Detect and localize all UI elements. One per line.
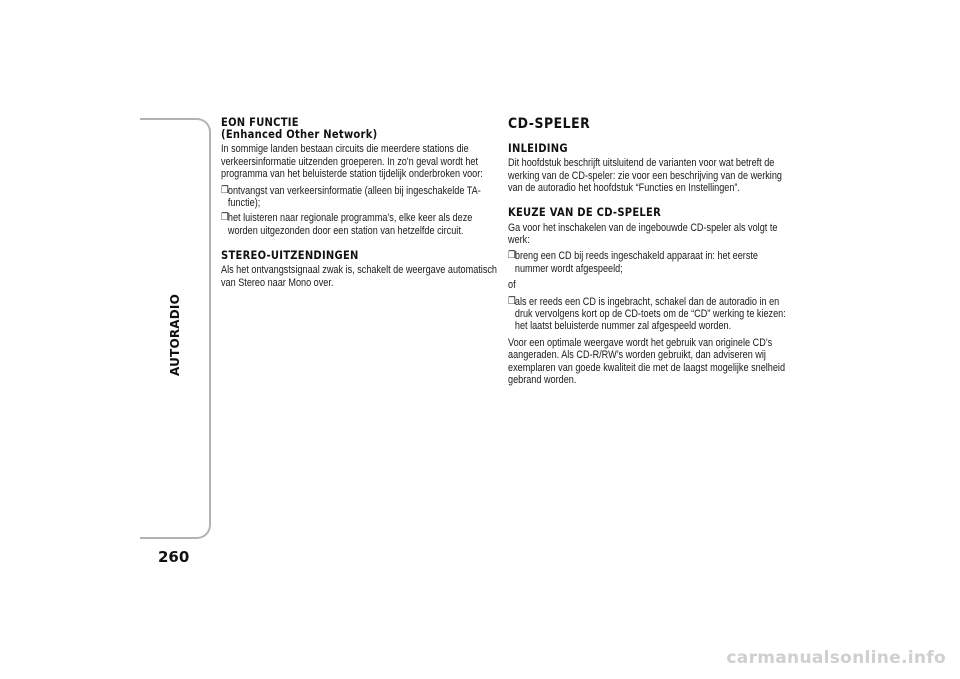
eon-heading-line1: EON FUNCTIE	[221, 115, 299, 129]
keuze-intro: Ga voor het inschakelen van de ingebouwde CD-speler als volgt te werk:	[508, 221, 778, 247]
eon-heading-line2: (Enhanced Other Network)	[221, 127, 378, 142]
list-item-text: ontvangst van verkeersinformatie (alleen bij ingeschakelde TA-functie);	[227, 184, 481, 210]
eon-intro: In sommige landen bestaan circuits die meerdere stations die verkeersinformatie uitzenden groeperen. In zo'n geval wordt het programma van het beluisterde station tijdelijk onderbroken voor:	[221, 143, 483, 181]
keuze-heading: KEUZE VAN DE CD-SPELER	[508, 205, 662, 220]
checkbox-bullet-icon: ❒	[508, 250, 516, 262]
keuze-list-2	[508, 296, 792, 333]
list-item	[221, 212, 500, 237]
list-item-text: het luisteren naar regionale programma’s, elke keer als deze worden uitgezonden door een station van hetzelfde circuit.	[227, 212, 473, 237]
list-item	[508, 250, 792, 275]
keuze-outro: Voor een optimale weergave wordt het gebruik van originele CD’s aangeraden. Als CD-R/RW’s worden gebruikt, dan adviseren wij exemplaren van goede kwaliteit die met de laagst mogelijke snelheid gebrand worden.	[508, 336, 786, 387]
eon-heading	[221, 116, 500, 140]
list-item	[508, 296, 792, 333]
keuze-list-1	[508, 250, 792, 275]
checkbox-bullet-icon: ❒	[221, 212, 229, 224]
checkbox-bullet-icon: ❒	[508, 295, 516, 307]
chapter-title: CD-SPELER	[508, 116, 591, 132]
stereo-heading: STEREO-UITZENDINGEN	[221, 248, 359, 263]
page-number: 260	[158, 548, 190, 566]
list-item-text: breng een CD bij reeds ingeschakeld apparaat in: het eerste nummer wordt afgespeeld;	[514, 250, 758, 275]
keuze-or: of	[508, 279, 516, 292]
left-column	[221, 116, 500, 293]
inleiding-text: Dit hoofdstuk beschrijft uitsluitend de varianten voor wat betreft de werking van de CD-speler: zie voor een beschrijving van de werking van de autoradio het hoofdstuk “Functies en Instellingen”.	[508, 157, 782, 195]
right-column	[508, 116, 792, 391]
inleiding-heading: INLEIDING	[508, 141, 568, 155]
watermark: carmanualsonline.info	[726, 648, 946, 668]
checkbox-bullet-icon: ❒	[221, 184, 229, 196]
stereo-text: Als het ontvangstsignaal zwak is, schakelt de weergave automatisch van Stereo naar Mono over.	[221, 264, 498, 289]
list-item	[221, 185, 500, 210]
eon-list	[221, 185, 500, 238]
section-tab-label: AUTORADIO	[168, 293, 182, 377]
list-item-text: als er reeds een CD is ingebracht, schakel dan de autoradio in en druk vervolgens kort op de CD-toets om de “CD” werking te kiezen: het laatst beluisterde nummer zal afgespeeld worden.	[514, 295, 786, 333]
